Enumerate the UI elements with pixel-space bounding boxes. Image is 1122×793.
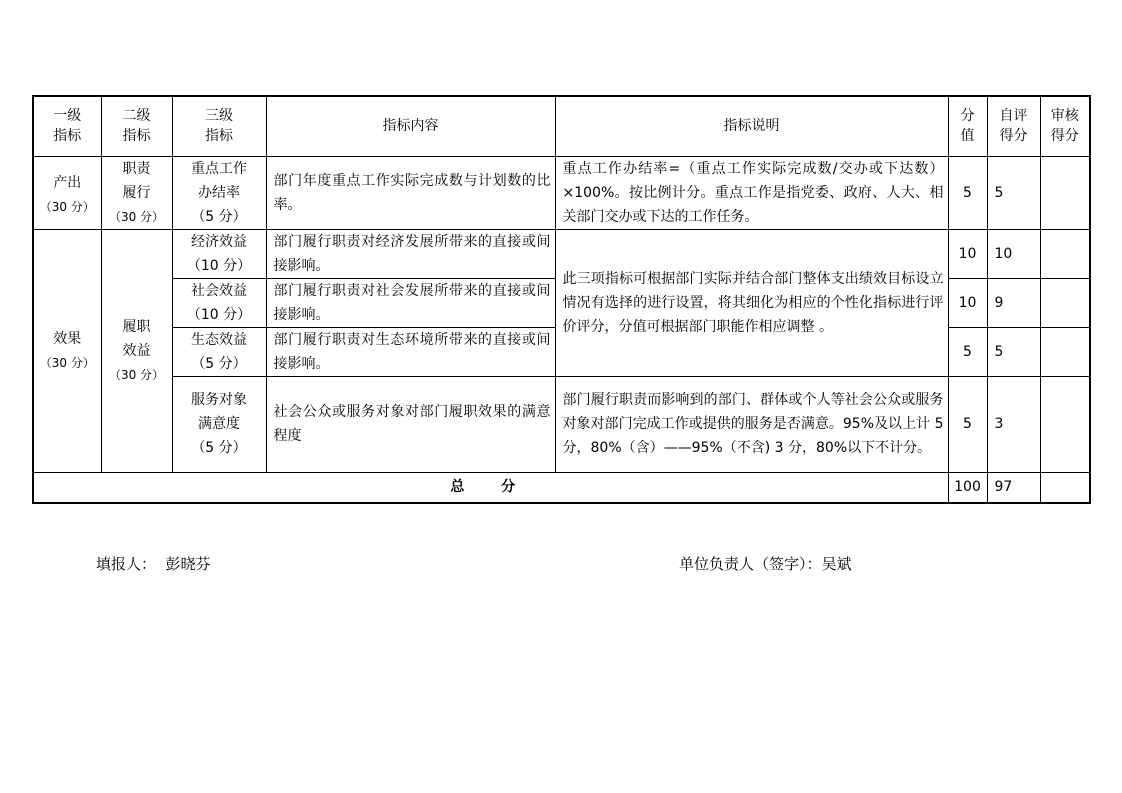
score-economic: 10	[948, 229, 987, 278]
row-total	[33, 472, 1090, 503]
audit-satisfaction	[1040, 376, 1090, 472]
score-completion-rate: 5	[948, 156, 987, 229]
level2-duty: 职责 履行 （30 分）	[101, 156, 172, 229]
desc-satisfaction: 部门履行职责而影响到的部门、群体或个人等社会公众或服务对象对部门完成工作或提供的服务是否满意。95%及以上计 5 分，80%（含）——95%（不含) 3 分，80%以下不计分。	[555, 376, 948, 472]
score-ecological: 5	[948, 327, 987, 376]
self-ecological: 5	[987, 327, 1040, 376]
score-satisfaction: 5	[948, 376, 987, 472]
content-satisfaction: 社会公众或服务对象对部门履职效果的满意程度	[266, 376, 555, 472]
content-completion-rate: 部门年度重点工作实际完成数与计划数的比率。	[266, 156, 555, 229]
header-level1: 一级 指标	[33, 96, 101, 156]
desc-shared-benefits: 此三项指标可根据部门实际并结合部门整体支出绩效目标设立情况有选择的进行设置，将其细化为相应的个性化指标进行评价评分，分值可根据部门职能作相应调整 。	[555, 229, 948, 376]
audit-economic	[1040, 229, 1090, 278]
self-completion-rate: 5	[987, 156, 1040, 229]
self-economic: 10	[987, 229, 1040, 278]
level1-effect: 效果 （30 分）	[33, 229, 101, 472]
level2-performance: 履职 效益 （30 分）	[101, 229, 172, 472]
header-audit-score: 审核 得分	[1040, 96, 1090, 156]
level3-economic: 经济效益 （10 分）	[172, 229, 266, 278]
level1-output: 产出 （30 分）	[33, 156, 101, 229]
header-content: 指标内容	[266, 96, 555, 156]
leader-signature: 单位负责人（签字）：吴斌	[679, 555, 852, 573]
row-satisfaction	[33, 376, 1090, 472]
header-description: 指标说明	[555, 96, 948, 156]
total-self-score: 97	[987, 472, 1040, 503]
desc-completion-rate: 重点工作办结率=（重点工作实际完成数/交办或下达数）×100%。按比例计分。重点工作是指党委、政府、人大、相关部门交办或下达的工作任务。	[555, 156, 948, 229]
row-output	[33, 156, 1090, 229]
header-level2: 二级 指标	[101, 96, 172, 156]
header-level3: 三级 指标	[172, 96, 266, 156]
level3-completion-rate: 重点工作 办结率 （5 分）	[172, 156, 266, 229]
evaluation-table	[32, 95, 1091, 504]
audit-social	[1040, 278, 1090, 327]
level3-satisfaction: 服务对象 满意度 （5 分）	[172, 376, 266, 472]
row-economic	[33, 229, 1090, 278]
score-social: 10	[948, 278, 987, 327]
level3-ecological: 生态效益 （5 分）	[172, 327, 266, 376]
total-label: 总 分	[33, 472, 948, 503]
total-audit-score	[1040, 472, 1090, 503]
header-score: 分 值	[948, 96, 987, 156]
content-economic: 部门履行职责对经济发展所带来的直接或间接影响。	[266, 229, 555, 278]
header-row	[33, 96, 1090, 156]
self-social: 9	[987, 278, 1040, 327]
filler-signature: 填报人： 彭晓芬	[96, 555, 211, 573]
content-ecological: 部门履行职责对生态环境所带来的直接或间接影响。	[266, 327, 555, 376]
content-social: 部门履行职责对社会发展所带来的直接或间接影响。	[266, 278, 555, 327]
level3-social: 社会效益 （10 分）	[172, 278, 266, 327]
header-self-score: 自评 得分	[987, 96, 1040, 156]
total-score: 100	[948, 472, 987, 503]
audit-completion-rate	[1040, 156, 1090, 229]
self-satisfaction: 3	[987, 376, 1040, 472]
audit-ecological	[1040, 327, 1090, 376]
